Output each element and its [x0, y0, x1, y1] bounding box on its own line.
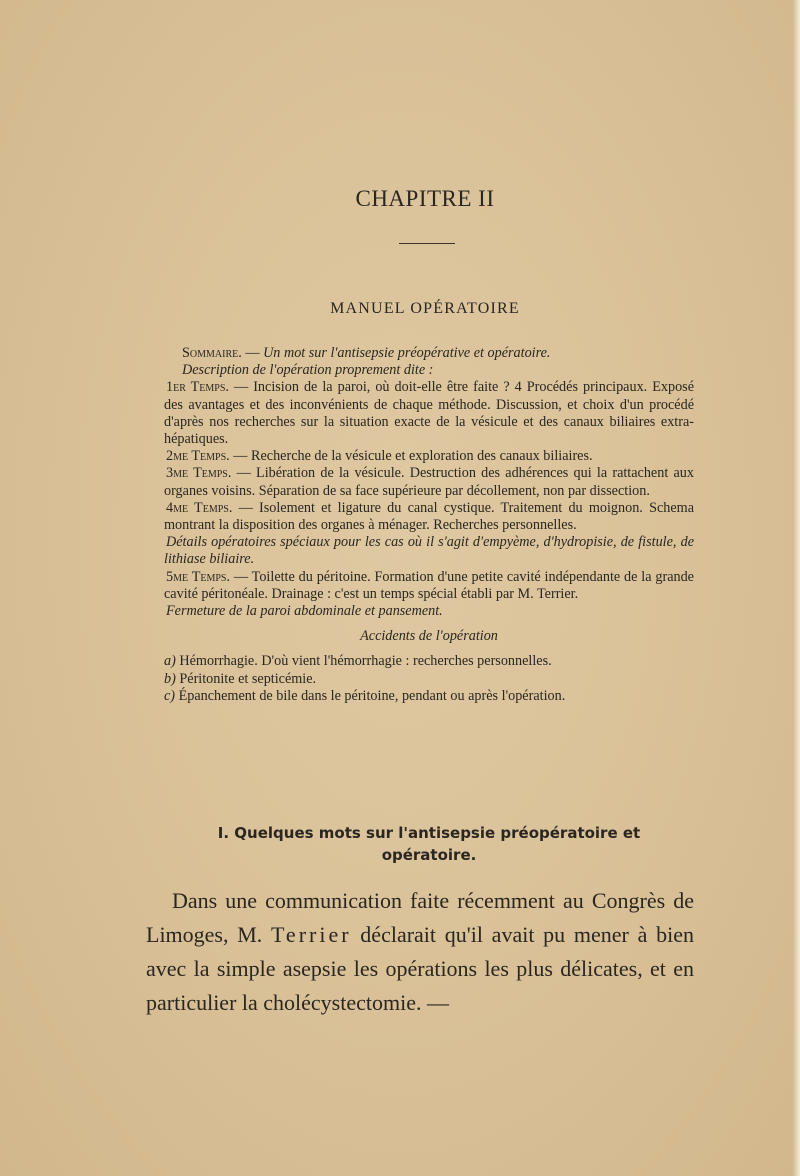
summary-fermeture: Fermeture de la paroi abdominale et pansement. — [166, 603, 443, 620]
temps-1-label: 1er Temps. — [166, 379, 229, 396]
accidents-title: Accidents de l'opération — [360, 628, 498, 645]
page-edge — [792, 0, 800, 1176]
summary-block — [164, 345, 694, 705]
summary-temps-5 — [164, 569, 694, 603]
summary-temps-4 — [164, 500, 694, 534]
summary-temps-2 — [164, 448, 694, 465]
temps-2-label: 2me Temps. — [166, 448, 230, 465]
accidents-list — [164, 653, 694, 705]
temps-2-text: — Recherche de la vésicule et exploration des canaux biliaires. — [229, 448, 593, 465]
summary-details: Détails opératoires spéciaux pour les cas où il s'agit d'empyème, d'hydropisie, de fistule, de lithiase biliaire. — [164, 534, 694, 568]
body-text-after: déclarait qu'il avait pu mener à bien avec la simple asepsie les opérations les plus délicates, et en particulier la cholécystectomie. — — [146, 922, 694, 1015]
accident-text: Épanchement de bile dans le péritoine, pendant ou après l'opération. — [175, 687, 566, 704]
accident-text: Hémorrhagie. D'où vient l'hémorrhagie : recherches personnelles. — [175, 653, 552, 670]
summary-intro — [164, 345, 694, 362]
body-name-terrier: Terrier — [271, 922, 352, 947]
chapter-title: CHAPITRE II — [355, 186, 495, 211]
subsection-heading-line-2: opératoire. — [381, 846, 477, 864]
accident-item — [164, 653, 694, 670]
temps-4-text: — Isolement et ligature du canal cystique. Traitement du moignon. Schema montrant la disposition des organes à ménager. Recherches personnelles. — [164, 499, 694, 534]
body-text-before: Dans une communication faite récemment au Congrès de Limoges, M. — [146, 888, 694, 947]
temps-3-label: 3me Temps. — [166, 465, 232, 482]
accident-item — [164, 671, 694, 688]
summary-label: Sommaire. — [182, 345, 242, 361]
body-text — [146, 884, 694, 1020]
accident-item — [164, 688, 694, 705]
temps-4-label: 4me Temps. — [166, 499, 233, 516]
summary-title: Un mot sur l'antisepsie préopérative et opératoire. — [263, 345, 551, 361]
accident-letter: b) — [164, 670, 176, 687]
summary-description: Description de l'opération proprement dite : — [182, 362, 434, 379]
summary-temps-3 — [164, 465, 694, 499]
temps-1-text: — Incision de la paroi, où doit-elle être faite ? 4 Procédés principaux. Exposé des avantages et des inconvénients de chaque méthode. Discussion, et choix d'un procédé d'après nos recherches sur la situation exacte de la vésicule et des canaux biliaires extra-hépatiques. — [164, 379, 694, 448]
body-paragraph — [146, 884, 694, 1020]
subsection-heading — [164, 822, 694, 866]
title-divider — [399, 243, 455, 244]
temps-3-text: — Libération de la vésicule. Destruction des adhérences qui la rattachent aux organes voisins. Séparation de sa face supérieure par décollement, non par dissection. — [164, 465, 694, 499]
summary-dash: — — [241, 345, 264, 361]
temps-5-text: — Toilette du péritoine. Formation d'une petite cavité indépendante de la grande cavité péritonéale. Drainage : c'est un temps spécial établi par M. Terrier. — [164, 568, 694, 602]
accident-letter: a) — [164, 653, 176, 670]
summary-temps-1 — [164, 379, 694, 448]
accident-letter: c) — [164, 687, 176, 704]
temps-5-label: 5me Temps. — [166, 568, 231, 585]
section-heading: MANUEL OPÉRATOIRE — [330, 300, 520, 317]
accident-text: Péritonite et septicémie. — [175, 670, 317, 687]
subsection-heading-line-1: I. Quelques mots sur l'antisepsie préopératoire et — [217, 824, 641, 842]
